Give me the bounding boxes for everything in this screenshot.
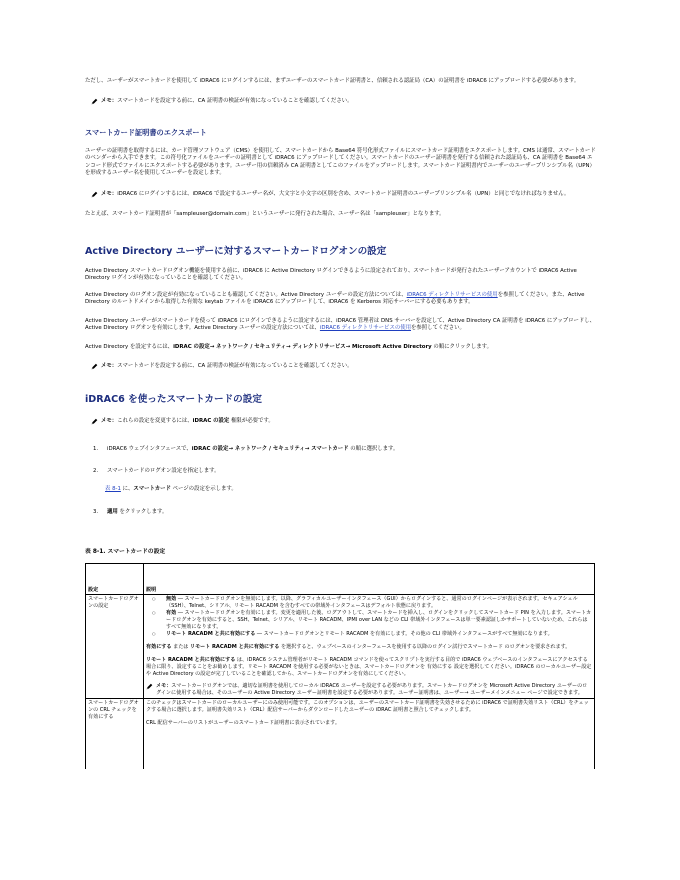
ad-directory-link-2[interactable]: iDRAC6 ディレクトリサービスの使用 (319, 325, 412, 332)
note-text: スマートカードを設定する前に、CA 証明書の検証が有効になっていることを確認してください。 (117, 363, 353, 369)
row2-description: このチェックはスマートカードのローカルユーザーにのみ使用可能です。このオプションは、ユーザーのスマートカード証明書を失効させるために iDRAC6 で証明書失効リスト（CRL）をチェックする場合に選択します。証明書失効リスト（CRL）配信サーバーからダウンロードしたユーザーの iDRAC 証明書と照合してチェックします。 CRL 配信サーバーのリストがユーザーのスマートカード証明書に表示されています。 (144, 699, 595, 770)
note-ca-verify (91, 98, 353, 105)
ad-paragraph-4: Active Directory を設定するには、iDRAC の設定→ ネットワーク / セキュリティ→ ディレクトリサービス→ Microsoft Active Directory の順にクリックします。 (85, 344, 493, 350)
header-setting: 設定 (88, 586, 99, 593)
note-label: メモ： (101, 98, 118, 104)
note-privilege: メモ：これらの設定を変更するには、iDRAC の設定 権限が必要です。 (91, 418, 274, 425)
row1-setting: スマートカードログオンの設定 (86, 595, 144, 699)
table-spacer-row (86, 564, 595, 586)
note-label: メモ： (101, 191, 118, 197)
table-8-1-link[interactable]: 表 8-1 (105, 486, 121, 492)
table-row (86, 699, 595, 770)
pencil-note-icon (91, 418, 98, 425)
note-text: スマートカードを設定する前に、CA 証明書の検証が有効になっていることを確認してください。 (117, 98, 353, 104)
row1-note: メモ：スマートカードログオンでは、適切な証明書を使用してローカル iDRAC6 ユーザーを設定する必要があります。スマートカードログオンを Microsoft Active Directory ユーザーのログインに使用する場合は、そのユーザーの Active Directory ユーザー証明書を設定する必要があります。ユーザー証明書は、ユーザー→ ユーザーメインメニュー ページで設定できます。 (146, 683, 592, 697)
note-label: メモ： (101, 363, 118, 369)
table-row (86, 595, 595, 699)
option-disable: ○ 無効 ― スマートカードログオンを無効にします。以降、グラフィカルユーザーインタフェース（GUI）からログインすると、通常のログインページが表示されます。セキュアシェル（SSH）、Telnet、シリアル、リモート RACADM を含むすべての帯域外インタフェースはデフォルト状態に戻ります。 (152, 596, 578, 610)
table-caption: 表 8-1. スマートカードの設定 (85, 549, 166, 555)
intro-paragraph: ただし、ユーザーがスマートカードを使用して iDRAC6 にログインするには、まずユーザーのスマートカード証明書と、信頼される認証局（CA）の証明書を iDRAC6 にアップロードする必要があります。 (85, 78, 580, 84)
note-text: iDRAC6 にログインするには、iDRAC6 で設定するユーザー名が、大文字と小文字の区別を含め、スマートカード証明書のユーザープリンシプル名（UPN）と同じでなければなりません。 (117, 191, 570, 197)
table-header-row (86, 586, 595, 595)
header-description: 説明 (146, 586, 157, 593)
example-paragraph: たとえば、スマートカード証明書が「sampleuser@domain.com」というユーザーに発行された場合、ユーザー名は「sampleuser」となります。 (85, 211, 445, 217)
ad-paragraph-3: Active Directory ユーザーがスマートカードを使って iDRAC6 にログインできるように設定するには、iDRAC6 管理者は DNS サーバーを設定して、Active Directory CA 証明書を iDRAC6 にアップロードし、Active Directory ログオンを有効にします。Active Directory ユーザーの設定方法については、iDRAC6 ディレクトリサービスの使用を参照してください。 (85, 318, 596, 332)
row2-setting: スマートカードログオンの CRL チェックを有効にする (86, 699, 144, 770)
note-ca-verify-2 (91, 363, 353, 370)
note-upn (91, 191, 603, 198)
option-enable-racadm: ○ リモート RACADM と共に有効にする ― スマートカードログオンとリモート RACADM を有効にします。その他の CLI 帯域外インタフェースがすべて無効になります。 (152, 630, 553, 637)
option-enable: ○ 有効 ― スマートカードログオンを有効にします。変更を適用した後、ログアウトして、スマートカードを挿入し、ログインをクリックしてスマートカード PIN を入力します。スマートカードログオンを有効にすると、SSH、Telnet、シリアル、リモート RACADM、IPMI over LAN などの CLI 帯域外インタフェースは単一要素認証しかサポートしていないため、これらはすべて無効になります。 (152, 610, 592, 631)
row1-para-2: リモート RACADM と共に有効にする は、iDRAC6 システム管理者がリモート RACADM コマンドを使ってスクリプトを実行する目的で iDRAC6 ウェブベースのインタフェースにアクセスする場合に限り、設定することをお勧めします。リモート RACADM を使用する必要がないときは、スマートカードログオンを 有効にする 設定を選択してください。iDRAC6 のローカルユーザー設定や Active Directory の設定が完了していることを確認してから、スマートカードログオンを有効にしてください。 (146, 656, 592, 677)
pencil-note-icon (91, 191, 98, 198)
apply-label: 適用 (107, 509, 118, 515)
step-2-sub: 表 8-1 に、スマートカード ページの設定を示します。 (105, 486, 237, 492)
step-1: 1. iDRAC6 ウェブインタフェースで、iDRAC の設定→ ネットワーク / セキュリティ→ スマートカード の順に選択します。 (93, 446, 399, 452)
step-3: 3. 適用 をクリックします。 (93, 509, 168, 515)
ad-menu-path: iDRAC の設定→ ネットワーク / セキュリティ→ ディレクトリサービス→ Microsoft Active Directory (173, 344, 432, 350)
smart-card-settings-table (85, 563, 595, 769)
note-label: メモ： (101, 418, 118, 424)
ad-heading: Active Directory ユーザーに対するスマートカードログオンの設定 (85, 246, 387, 257)
ad-paragraph-2: Active Directory のログオン設定が有効になっていることも確認してください。Active Directory ユーザーの設定方法については、iDRAC6 ディレクトリサービスの使用を参照してください。また、Active Directory のルートドメインから取得した有効な keytab ファイルを iDRAC6 にアップロードして、iDRAC6 を Kerberos 対応サーバーにする必要もあります。 (85, 292, 585, 306)
pencil-note-icon (91, 363, 98, 370)
ad-paragraph-1: Active Directory スマートカードログオン機能を使用する前に、iDRAC6 に Active Directory ログインできるように設定されており、スマートカードが発行されたユーザーアカウントで iDRAC6 Active Directory ログインが有効になっていることを確認してください。 (85, 268, 577, 282)
ad-directory-link[interactable]: iDRAC6 ディレクトリサービスの使用 (406, 292, 498, 298)
pencil-note-icon (146, 683, 153, 690)
idrac-heading: iDRAC6 を使ったスマートカードの設定 (85, 394, 262, 405)
export-paragraph: ユーザーの証明書を取得するには、カード管理ソフトウェア（CMS）を使用して、スマートカードから Base64 符号化形式ファイルにスマートカード証明書をエクスポートします。CMS は通常、スマートカードのベンダーから入手できます。この符号化ファイルをユーザーの証明書として iDRAC6 にアップロードしてください。スマートカードのユーザー証明書を発行する信頼された認証局も、CA 証明書を Base64 エンコード形式でファイルにエクスポートする必要があります。ユーザー用の信頼済み CA 証明書としてこのファイルをアップロードします。スマートカード証明書内でユーザーのユーザープリンシプル名（UPN）を形成するユーザー名を使用してユーザーを設定します。 (85, 148, 596, 177)
export-heading: スマートカード証明書のエクスポート (85, 128, 207, 137)
pencil-note-icon (91, 98, 98, 105)
row1-para-1: 有効にする または リモート RACADM と共に有効にする を選択すると、ウェブベースのインターフェースを使用する以降のログイン試行でスマートカード のログオンを要求されます。 (146, 643, 571, 650)
row1-description (144, 595, 595, 699)
step-2: 2. スマートカードのログオン設定を指定します。 (93, 468, 220, 474)
